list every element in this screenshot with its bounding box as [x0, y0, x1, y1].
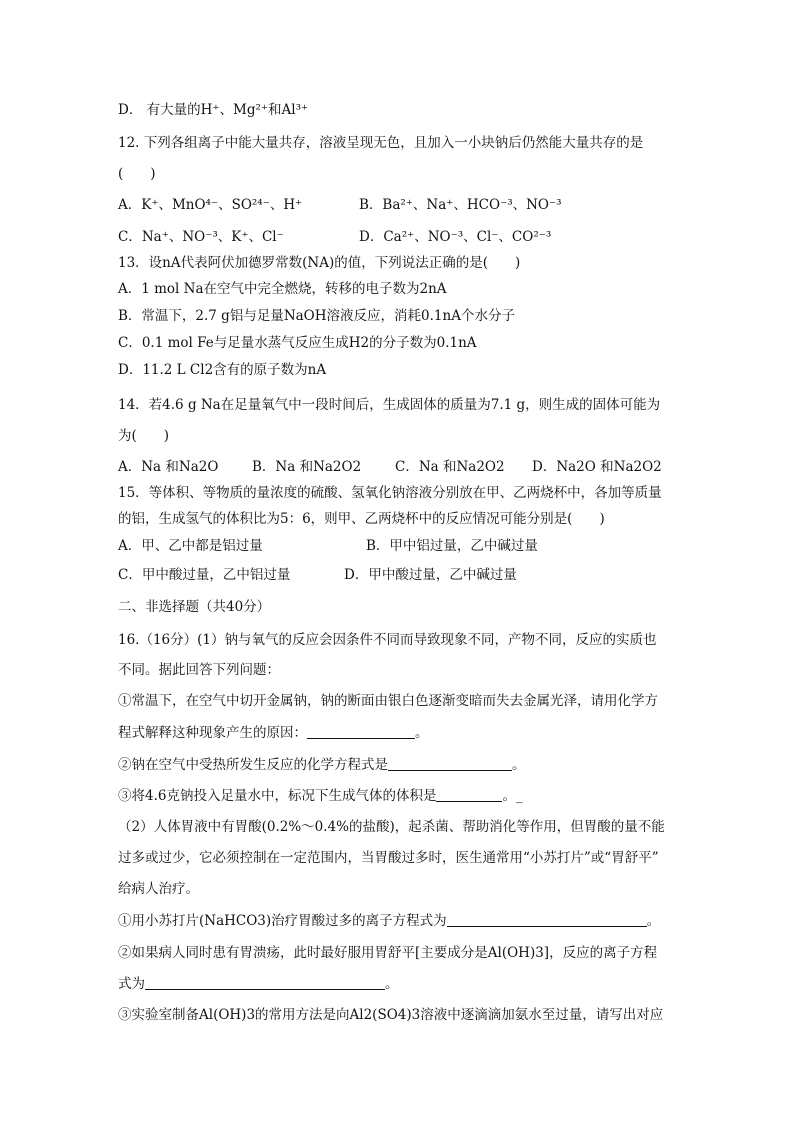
answer-blank[interactable]: [436, 788, 502, 802]
q12-stem-line1: 12. 下列各组离子中能大量共存，溶液呈现无色，且加入一小块钠后仍然能大量共存的是: [118, 135, 644, 151]
answer-blank[interactable]: [307, 725, 415, 739]
q16-part2-1: ①用小苏打片(NaHCO3)治疗胃酸过多的离子方程式为 。: [118, 913, 661, 929]
q16-stem-line2: 不同。据此回答下列问题：: [118, 662, 280, 678]
q12-stem-line2: ( ): [118, 166, 156, 182]
q14-stem-line2: 为( ): [118, 428, 170, 444]
q16-part2-2-line1: ②如果病人同时患有胃溃疡，此时最好服用胃舒平[主要成分是Al(OH)3]，反应的离子方程: [118, 945, 658, 961]
q15-option-a: A．甲、乙中都是铝过量: [118, 538, 263, 554]
answer-blank[interactable]: [447, 913, 647, 927]
q16-1-line1: ①常温下，在空气中切开金属钠，钠的断面由银白色逐渐变暗而失去金属光泽，请用化学方: [118, 693, 658, 709]
q15-option-b: B．甲中铝过量，乙中碱过量: [366, 538, 538, 554]
q14-option-b: B．Na 和Na2O2: [252, 459, 362, 475]
q16-1-line2: 程式解释这种现象产生的原因： 。: [118, 725, 429, 741]
q14-option-c: C．Na 和Na2O2: [395, 459, 505, 475]
q16-part2-line1: （2）人体胃液中有胃酸(0.2%～0.4%的盐酸)，起杀菌、帮助消化等作用，但胃酸的量不能: [118, 819, 665, 835]
q13-option-b: B．常温下，2.7 g铝与足量NaOH溶液反应，消耗0.1nA个水分子: [118, 308, 515, 324]
q15-option-c: C．甲中酸过量，乙中铝过量: [118, 567, 291, 583]
q15-stem-line1: 15．等体积、等物质的量浓度的硫酸、氢氧化钠溶液分别放在甲、乙两烧杯中，各加等质量: [118, 485, 662, 501]
q16-stem-line1: 16.（16分）(1）钠与氧气的反应会因条件不同而导致现象不同，产物不同，反应的实质也: [118, 632, 657, 648]
q12-option-d: D．Ca²⁺、NO⁻³、Cl⁻、CO²⁻³: [359, 229, 552, 245]
q14-option-d: D．Na2O 和Na2O2: [532, 459, 662, 475]
q15-stem-line2: 的铝，生成氢气的体积比为5：6，则甲、乙两烧杯中的反应情况可能分别是( ): [118, 511, 605, 527]
q12-option-c: C．Na⁺、NO⁻³、K⁺、Cl⁻: [118, 229, 284, 245]
q14-stem-line1: 14．若4.6 g Na在足量氧气中一段时间后，生成固体的质量为7.1 g，则生成的固体可能为: [118, 397, 661, 413]
q13-stem: 13．设nA代表阿伏加德罗常数(NA)的值，下列说法正确的是( ): [118, 255, 521, 271]
q16-part2-2-line2: 式为 。: [118, 976, 399, 992]
q16-part2-line2: 过多或过少，它必须控制在一定范围内，当胃酸过多时，医生通常用“小苏打片”或“胃舒平”: [118, 850, 659, 866]
q16-2: ②钠在空气中受热所发生反应的化学方程式是 。: [118, 757, 526, 773]
q16-part2-3: ③实验室制备Al(OH)3的常用方法是向Al2(SO4)3溶液中逐滴滴加氨水至过量，请写出对应: [118, 1007, 664, 1023]
q13-option-d: D．11.2 L Cl2含有的原子数为nA: [118, 362, 327, 378]
q15-option-d: D．甲中酸过量，乙中碱过量: [344, 567, 517, 583]
section-heading: 二、非选择题（共40分）: [118, 599, 271, 615]
q13-option-a: A．1 mol Na在空气中完全燃烧，转移的电子数为2nA: [118, 281, 447, 297]
q12-option-b: B．Ba²⁺、Na⁺、HCO⁻³、NO⁻³: [359, 197, 562, 213]
q16-part2-line3: 给病人治疗。: [118, 881, 199, 897]
q12-option-a: A．K⁺、MnO⁴⁻、SO²⁴⁻、H⁺: [118, 197, 303, 213]
q13-option-c: C．0.1 mol Fe与足量水蒸气反应生成H2的分子数为0.1nA: [118, 335, 477, 351]
answer-blank[interactable]: [145, 976, 385, 990]
q16-3: ③将4.6克钠投入足量水中，标况下生成气体的体积是 。_: [118, 788, 523, 804]
q11-option-d: D． 有大量的H⁺、Mg²⁺和Al³⁺: [118, 102, 309, 118]
q14-option-a: A．Na 和Na2O: [118, 459, 219, 475]
answer-blank[interactable]: [388, 757, 512, 771]
